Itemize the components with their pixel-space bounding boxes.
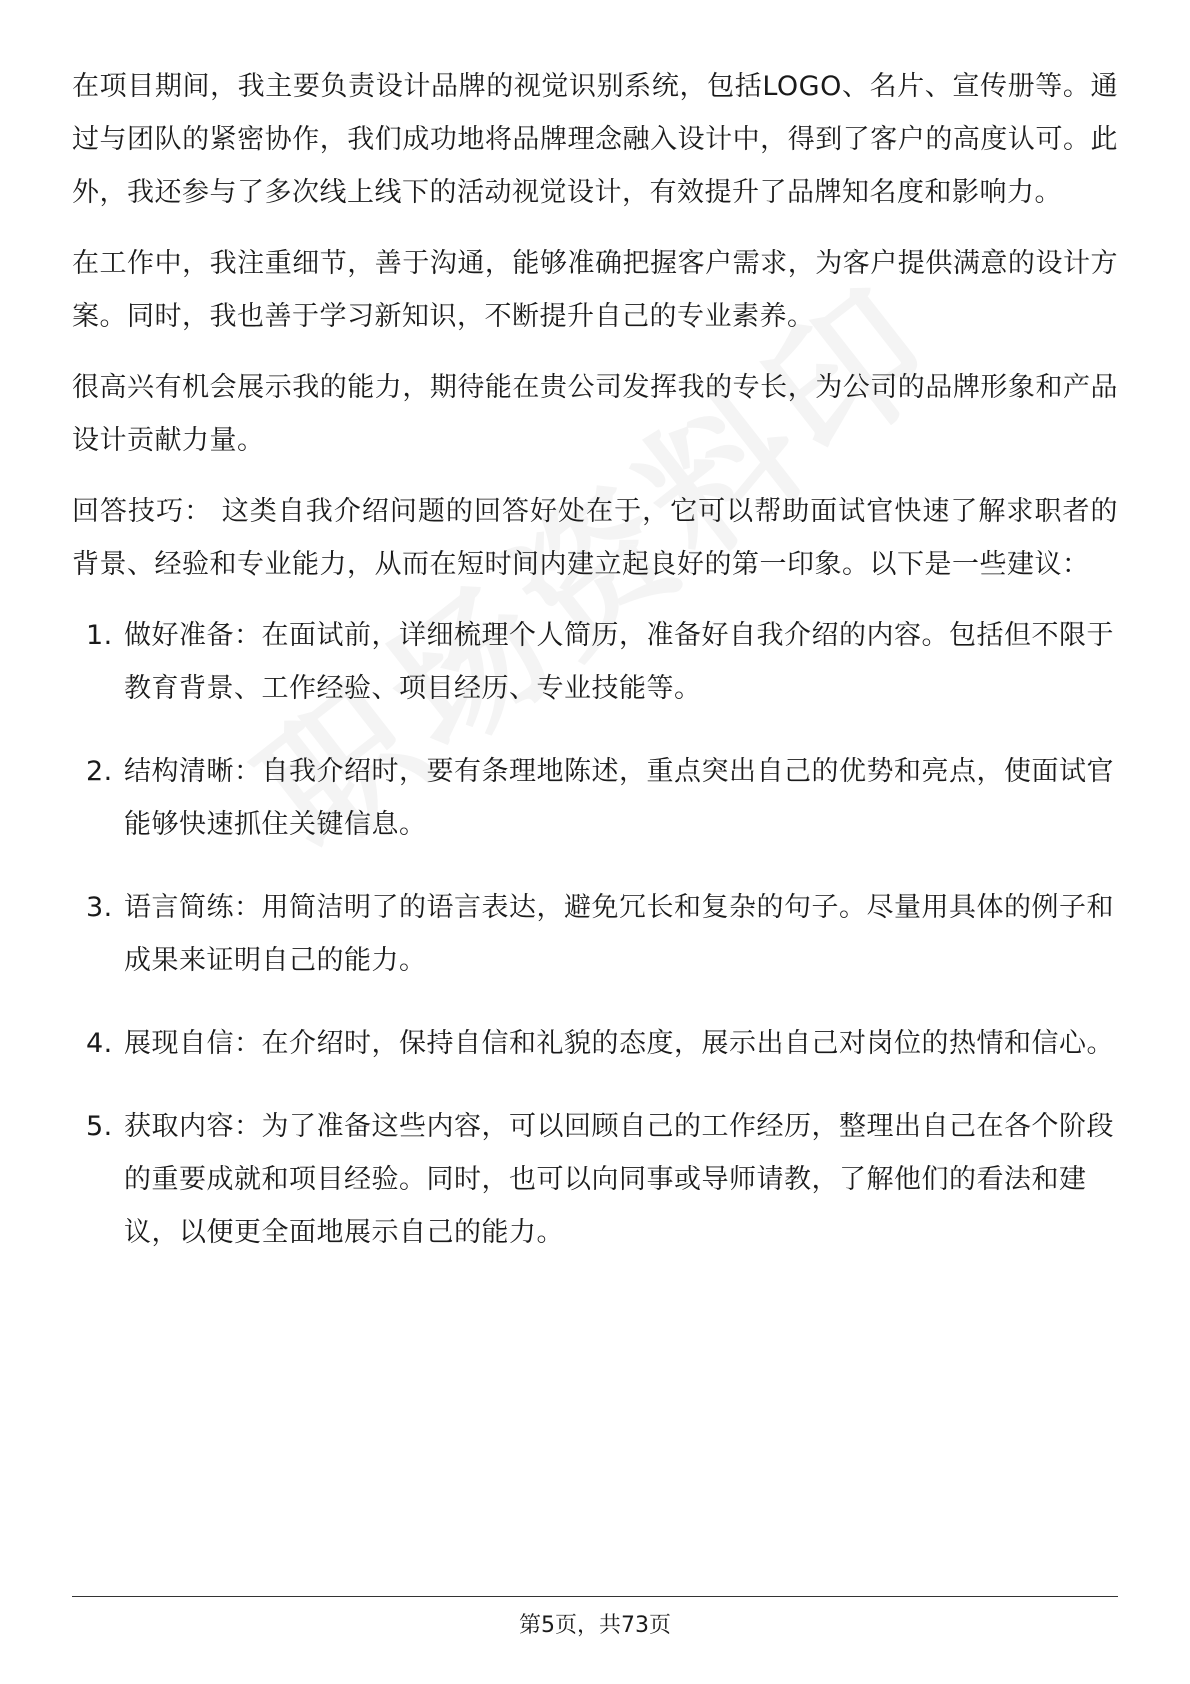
- paragraph-work: 在工作中，我注重细节，善于沟通，能够准确把握客户需求，为客户提供满意的设计方案。同时，我也善于学习新知识，不断提升自己的专业素养。: [72, 248, 1118, 332]
- suggestion-list: [72, 609, 1118, 1259]
- list-number: 1.: [86, 620, 113, 651]
- list-number: 3.: [86, 892, 113, 923]
- list-item-text: 展现自信：在介绍时，保持自信和礼貌的态度，展示出自己对岗位的热情和信心。: [124, 1028, 1114, 1059]
- answer-tips: 回答技巧： 这类自我介绍问题的回答好处在于，它可以帮助面试官快速了解求职者的背景、经验和专业能力，从而在短时间内建立起良好的第一印象。以下是一些建议：: [72, 496, 1118, 580]
- paragraph-closing: 很高兴有机会展示我的能力，期待能在贵公司发挥我的专长，为公司的品牌形象和产品设计贡献力量。: [72, 372, 1118, 456]
- list-item: [72, 1017, 1118, 1070]
- list-item-text: 语言简练：用简洁明了的语言表达，避免冗长和复杂的句子。尽量用具体的例子和成果来证明自己的能力。: [124, 892, 1114, 976]
- list-item: [72, 745, 1118, 851]
- list-item-text: 获取内容：为了准备这些内容，可以回顾自己的工作经历，整理出自己在各个阶段的重要成就和项目经验。同时，也可以向同事或导师请教，了解他们的看法和建议，以便更全面地展示自己的能力。: [124, 1111, 1114, 1248]
- list-item: [72, 881, 1118, 987]
- paragraph-project: 在项目期间，我主要负责设计品牌的视觉识别系统，包括LOGO、名片、宣传册等。通过与团队的紧密协作，我们成功地将品牌理念融入设计中，得到了客户的高度认可。此外，我还参与了多次线上线下的活动视觉设计，有效提升了品牌知名度和影响力。: [72, 71, 1118, 208]
- list-number: 4.: [86, 1028, 113, 1059]
- list-item-text: 结构清晰：自我介绍时，要有条理地陈述，重点突出自己的优势和亮点，使面试官能够快速抓住关键信息。: [124, 756, 1114, 840]
- list-number: 2.: [86, 756, 113, 787]
- list-item: [72, 1100, 1118, 1259]
- list-item: [72, 609, 1118, 715]
- list-number: 5.: [86, 1111, 113, 1142]
- page-content: [72, 60, 1118, 1289]
- list-item-text: 做好准备：在面试前，详细梳理个人简历，准备好自我介绍的内容。包括但不限于教育背景、工作经验、项目经历、专业技能等。: [124, 620, 1114, 704]
- footer-divider: [72, 1596, 1118, 1597]
- page-number: 第5页，共73页: [519, 1613, 671, 1638]
